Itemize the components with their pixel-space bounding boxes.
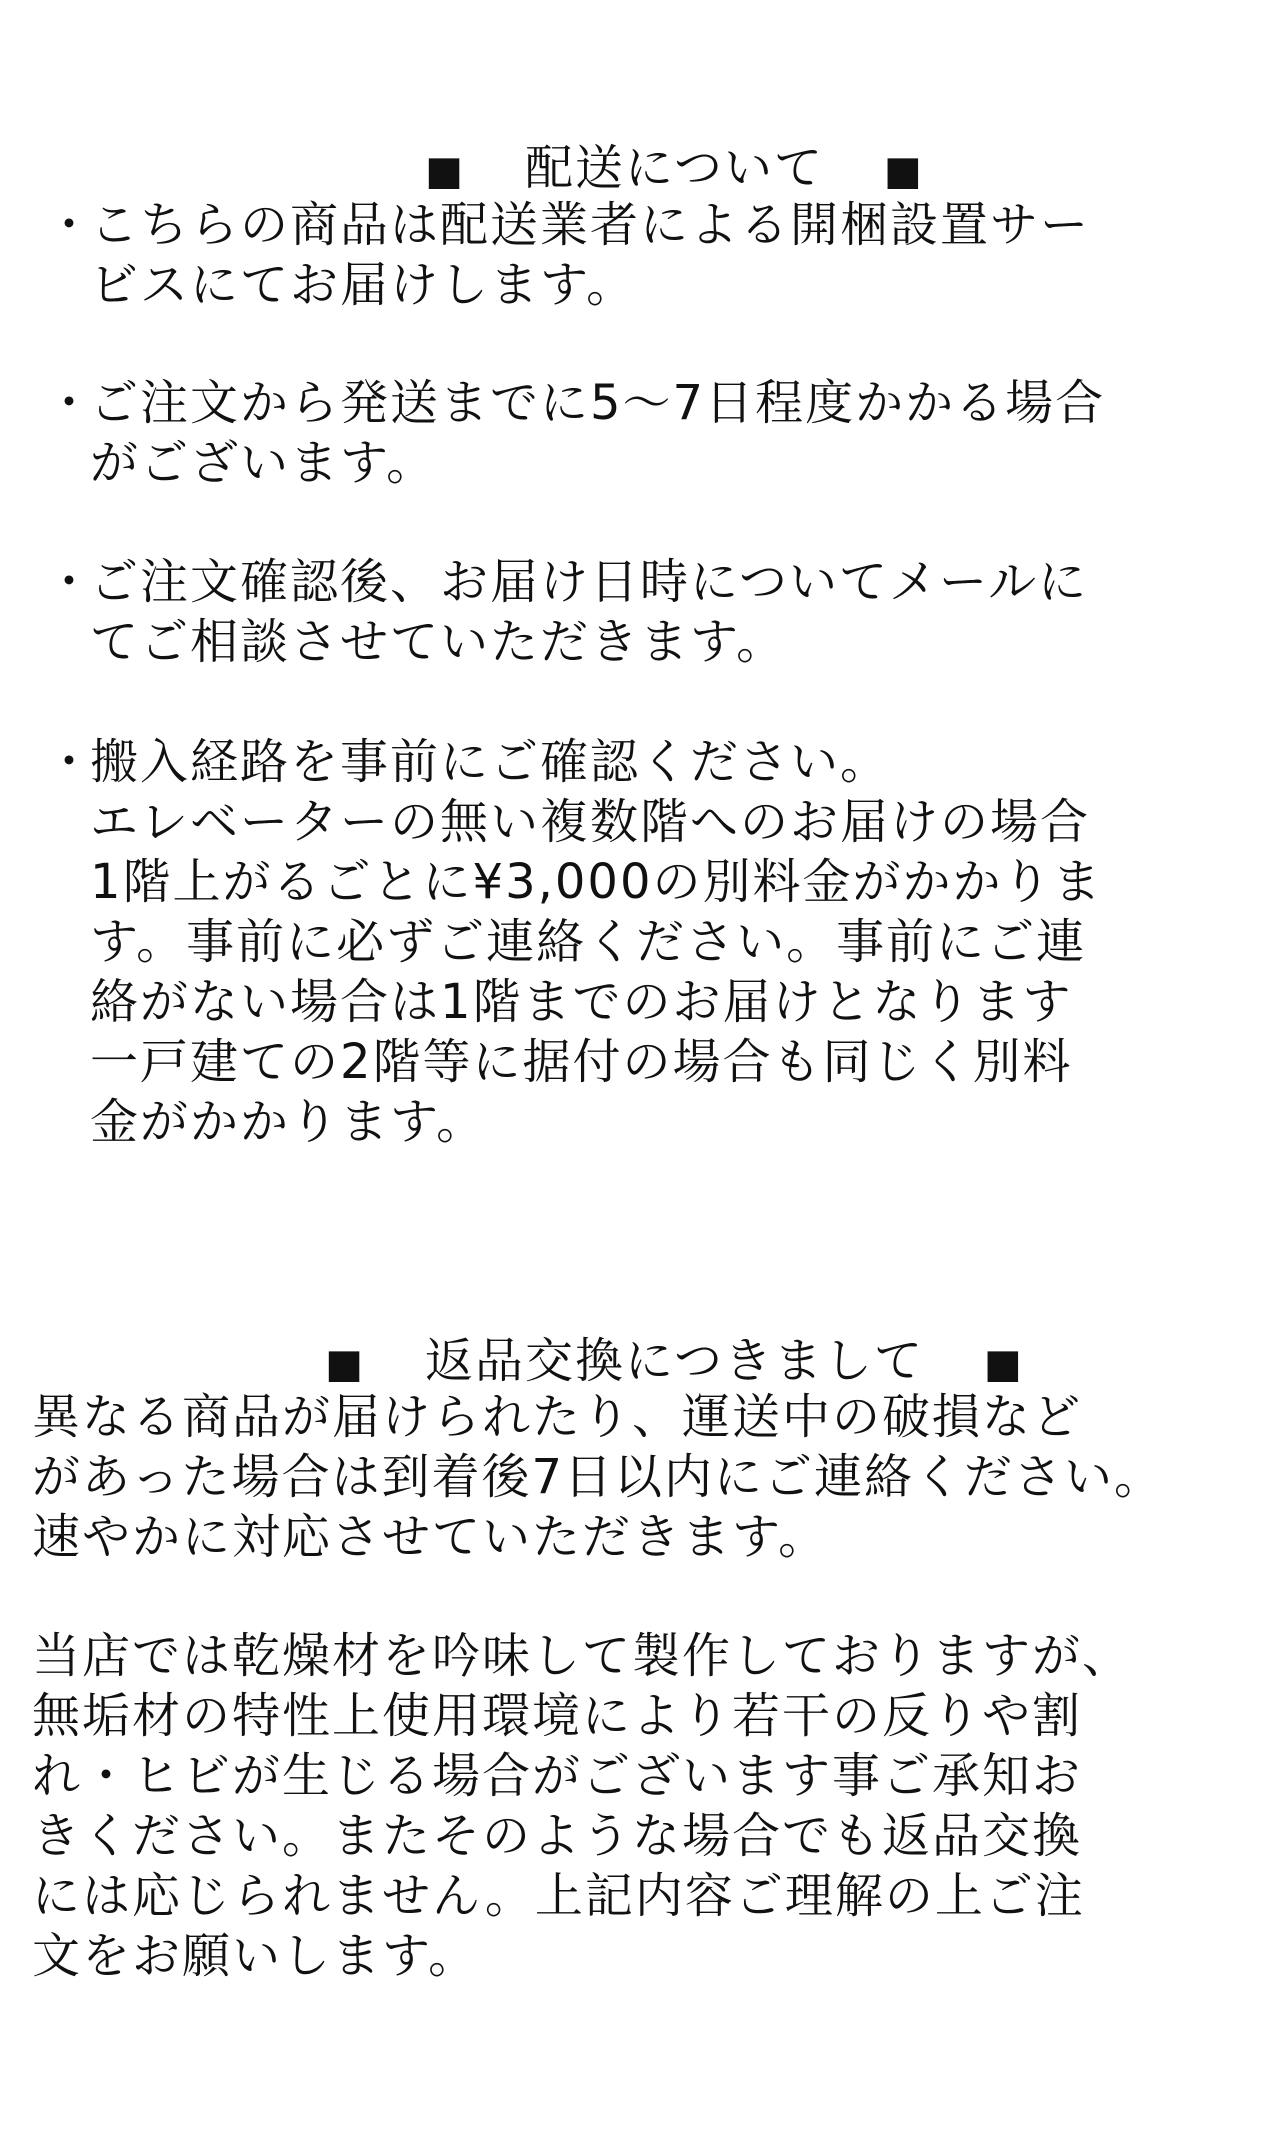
- paragraph-line: には応じられません。上記内容ご理解の上ご注: [32, 1868, 1085, 1924]
- item-line: す。事前に必ずご連絡ください。事前にご連: [90, 914, 1087, 970]
- bullet-dot: ・: [45, 554, 96, 610]
- item-line: こちらの商品は配送業者による開梱設置サー: [90, 197, 1091, 253]
- item-line: 一戸建ての2階等に据付の場合も同じく別料: [90, 1034, 1073, 1090]
- paragraph-line: 当店では乾燥材を吟味して製作しておりますが、: [32, 1628, 1133, 1684]
- bullet-dot: ・: [45, 197, 96, 253]
- item-line: ご注文から発送までに5～7日程度かかる場合: [90, 375, 1106, 431]
- returns-paragraph-solid-wood: [32, 1626, 1272, 1986]
- item-line: 絡がない場合は1階までのお届けとなります: [90, 974, 1073, 1030]
- returns-paragraph-wrong-item: [32, 1387, 1272, 1567]
- item-line: 搬入経路を事前にご確認ください。: [90, 734, 891, 790]
- item-line: 1階上がるごとに¥3,000の別料金がかかりま: [90, 854, 1103, 910]
- paragraph-line: 速やかに対応させていただきます。: [32, 1509, 829, 1565]
- paragraph-line: 文をお願いします。: [32, 1928, 479, 1984]
- item-line: ご注文確認後、お届け日時についてメールに: [90, 554, 1089, 610]
- item-line: ビスにてお届けします。: [90, 257, 637, 313]
- item-line: 金がかかります。: [90, 1094, 487, 1150]
- bullet-dot: ・: [45, 734, 96, 790]
- item-line: がございます。: [90, 435, 437, 491]
- square-marker-icon: ■: [425, 148, 465, 194]
- paragraph-line: があった場合は到着後7日以内にご連絡ください。: [32, 1449, 1165, 1505]
- square-marker-icon: ■: [984, 1341, 1024, 1387]
- item-line: てご相談させていただきます。: [90, 614, 787, 670]
- shipping-title: 配送について: [524, 140, 825, 196]
- paragraph-line: れ・ヒビが生じる場合がございます事ご承知お: [32, 1748, 1083, 1804]
- paragraph-line: きください。またそのような場合でも返品交換: [32, 1808, 1083, 1864]
- square-marker-icon: ■: [884, 148, 924, 194]
- square-marker-icon: ■: [325, 1341, 365, 1387]
- bullet-dot: ・: [45, 375, 96, 431]
- returns-title: 返品交換につきまして: [424, 1333, 925, 1389]
- paragraph-line: 無垢材の特性上使用環境により若干の反りや割: [32, 1688, 1083, 1744]
- item-line: エレベーターの無い複数階へのお届けの場合: [90, 794, 1091, 850]
- paragraph-line: 異なる商品が届けられたり、運送中の破損など: [32, 1389, 1083, 1445]
